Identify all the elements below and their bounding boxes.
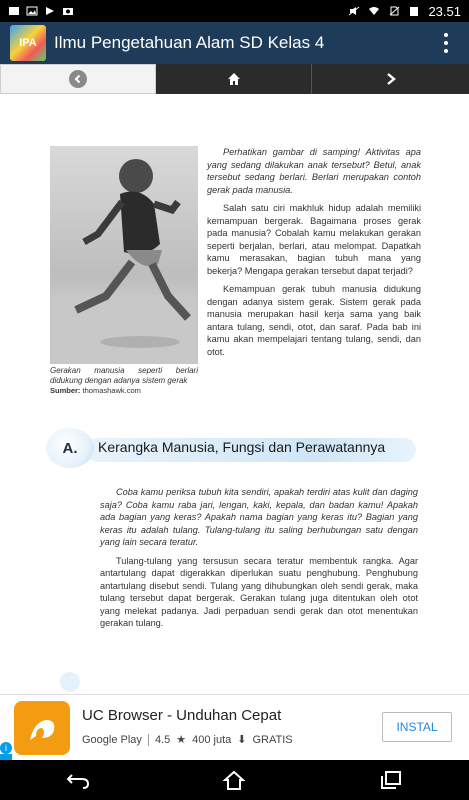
ad-rating: 4.5 bbox=[154, 733, 171, 746]
system-back-button[interactable] bbox=[58, 765, 98, 795]
intro-paragraph: Kemampuan gerak tubuh manusia didukung dengan adanya sistem gerak. Sistem gerak pada manusia merupakan hasil kerja sama yang baik antara tulang, sendi, otot, dan saraf. Pada bab ini kamu akan mempelajari tentang tulang, sendi, dan otot. bbox=[207, 284, 421, 357]
menu-dot bbox=[444, 41, 448, 45]
menu-dot bbox=[444, 49, 448, 53]
chevron-right-icon bbox=[385, 72, 397, 86]
status-bar bbox=[0, 0, 469, 22]
app-title: Ilmu Pengetahuan Alam SD Kelas 4 bbox=[54, 33, 325, 52]
figure-caption: Gerakan manusia seperti berlari didukung dengan adanya sistem gerak bbox=[50, 366, 198, 385]
ad-price: GRATIS bbox=[252, 733, 293, 746]
squirrel-app-icon[interactable] bbox=[14, 701, 70, 755]
install-button[interactable]: INSTAL bbox=[382, 712, 452, 742]
app-bar bbox=[0, 22, 469, 64]
battery-icon bbox=[408, 6, 420, 16]
camera-icon bbox=[62, 6, 74, 16]
decorative-shape bbox=[60, 672, 80, 692]
image-icon bbox=[26, 6, 38, 16]
status-time: 23.51 bbox=[428, 3, 461, 19]
system-recents-button[interactable] bbox=[371, 765, 411, 795]
status-left-icons bbox=[8, 6, 74, 16]
intro-paragraph: Salah satu ciri makhluk hidup adalah memiliki kemampuan bergerak. Bagaimana proses gerak pada manusia? Cobalah kamu melakukan gerakan seperti berjalan, berlari, atau melompat. Dapatkah kamu merasakan, bagian tubuh mana yang bekerja? Mengapa gerakan tersebut dapat terjadi? bbox=[207, 203, 421, 276]
home-icon bbox=[227, 72, 241, 86]
body-paragraph: Tulang-tulang yang tersusun secara teratur membentuk rangka. Agar antartulang dapat digerakkan diperlukan suatu penghubung. Penghubung antartulang disebut sendi. Tulang yang dihubungkan oleh sendi gerak, maka tulang tersebut dapat bergerak. Gerakan tulang juga ditentukan oleh otot yang melekat padanya. Jadi perpaduan sendi gerak dan otot menentukan gerakan tulang. bbox=[100, 555, 418, 628]
chevron-left-circle-icon bbox=[69, 70, 87, 88]
status-right-icons bbox=[348, 4, 461, 19]
divider bbox=[148, 734, 149, 746]
intro-paragraph: Perhatikan gambar di samping! Aktivitas apa yang sedang dilakukan anak tersebut? Betul, anak tersebut sedang berlari. Berlari merupakan contoh gerak pada manusia. bbox=[207, 147, 421, 195]
ad-title[interactable]: UC Browser - Unduhan Cepat bbox=[82, 707, 282, 724]
section-body bbox=[100, 486, 418, 636]
mute-icon bbox=[348, 6, 360, 16]
app-logo: IPA bbox=[10, 25, 46, 61]
recents-icon bbox=[380, 770, 402, 790]
running-child-photo bbox=[50, 146, 198, 364]
home-outline-icon bbox=[223, 770, 245, 790]
book-page[interactable] bbox=[0, 94, 469, 694]
intro-text bbox=[207, 146, 421, 364]
menu-dot bbox=[444, 33, 448, 37]
back-arrow-icon bbox=[66, 771, 90, 789]
figure-source-value: thomashawk.com bbox=[82, 386, 141, 395]
ad-meta bbox=[82, 733, 293, 746]
more-vertical-icon[interactable] bbox=[443, 33, 449, 53]
next-page-button[interactable] bbox=[312, 64, 469, 94]
sim-off-icon bbox=[388, 6, 400, 16]
star-icon: ★ bbox=[176, 734, 187, 746]
page-nav bbox=[0, 64, 469, 94]
figure-source bbox=[50, 386, 198, 395]
wifi-icon bbox=[368, 6, 380, 16]
play-store-icon bbox=[44, 6, 56, 16]
ad-store: Google Play bbox=[82, 733, 142, 746]
previous-page-button[interactable] bbox=[0, 64, 156, 94]
section-header bbox=[46, 428, 416, 468]
sd-card-icon bbox=[8, 6, 20, 16]
figure-source-label: Sumber: bbox=[50, 386, 81, 395]
system-navigation-bar bbox=[0, 760, 469, 800]
section-title: Kerangka Manusia, Fungsi dan Perawatannya bbox=[98, 439, 386, 455]
system-home-button[interactable] bbox=[214, 765, 254, 795]
ad-installs: 400 juta bbox=[192, 733, 232, 746]
ad-banner[interactable] bbox=[0, 694, 469, 760]
section-letter: A. bbox=[46, 428, 94, 468]
home-button[interactable] bbox=[156, 64, 312, 94]
body-paragraph: Coba kamu periksa tubuh kita sendiri, apakah terdiri atas kulit dan daging saja? Coba kamu raba jari, lengan, kaki, kepala, dan badan kamu! Apakah ada bagian yang keras? Apakah nama bagian yang keras itu? Bagian yang keras itu adalah tulang. Tulang-tulang itu saling berhubungan satu dengan yang lain secara teratur. bbox=[100, 487, 418, 547]
download-icon: ⬇ bbox=[237, 734, 247, 746]
ad-info-icon[interactable]: i bbox=[0, 742, 12, 754]
